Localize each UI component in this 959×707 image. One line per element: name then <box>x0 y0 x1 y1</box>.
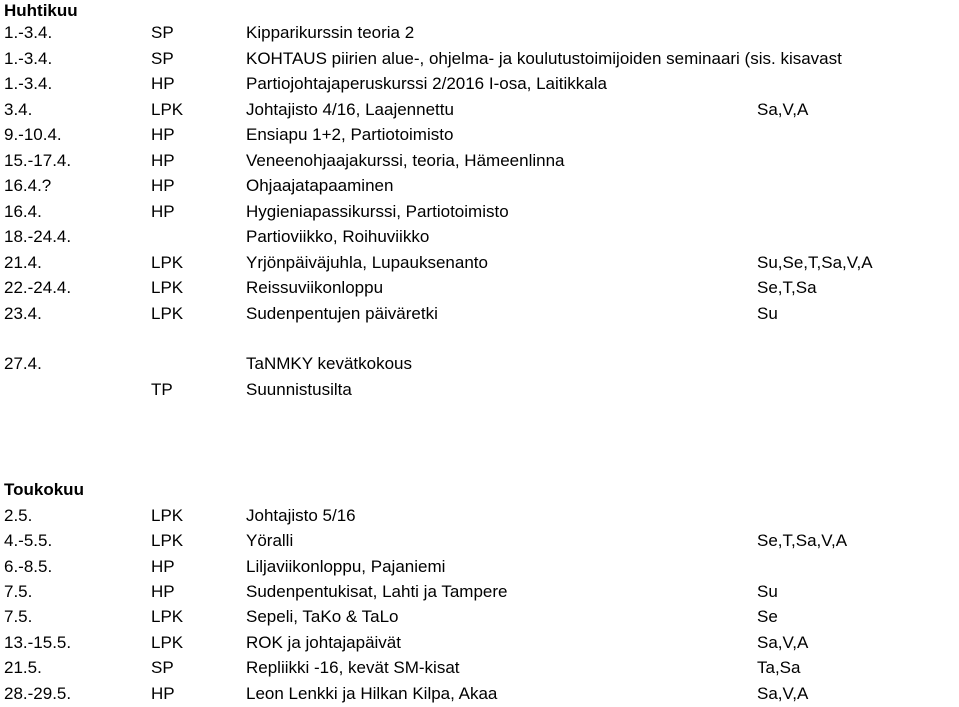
schedule-row <box>0 630 959 656</box>
event-name: Sepeli, TaKo & TaLo <box>246 607 399 626</box>
schedule-row <box>0 148 959 174</box>
event-age-groups: Se,T,Sa,V,A <box>757 531 848 550</box>
event-organizer: LPK <box>151 633 184 652</box>
event-organizer: SP <box>151 658 174 677</box>
event-organizer: TP <box>151 380 173 399</box>
schedule-row <box>0 275 959 301</box>
event-name: Yrjönpäiväjuhla, Lupauksenanto <box>246 253 488 272</box>
event-organizer: HP <box>151 151 175 170</box>
event-date: 22.-24.4. <box>4 278 72 297</box>
event-organizer: HP <box>151 557 175 576</box>
schedule-row <box>0 224 959 250</box>
event-date: 13.-15.5. <box>4 633 72 652</box>
schedule-row <box>0 173 959 199</box>
event-organizer: LPK <box>151 531 184 550</box>
event-date: 16.4. <box>4 202 42 221</box>
event-date: 16.4.? <box>4 176 52 195</box>
event-name: Veneenohjaajakurssi, teoria, Hämeenlinna <box>246 151 565 170</box>
event-age-groups: Se,T,Sa <box>757 278 817 297</box>
event-date: 1.-3.4. <box>4 23 53 42</box>
event-date: 27.4. <box>4 354 42 373</box>
event-date: 9.-10.4. <box>4 125 62 144</box>
event-date: 2.5. <box>4 506 33 525</box>
event-date: 4.-5.5. <box>4 531 53 550</box>
event-name: Johtajisto 4/16, Laajennettu <box>246 100 454 119</box>
schedule-row <box>0 46 959 72</box>
event-name: Sudenpentujen päiväretki <box>246 304 438 323</box>
schedule-row <box>0 199 959 225</box>
event-name: Leon Lenkki ja Hilkan Kilpa, Akaa <box>246 684 498 703</box>
schedule-row <box>0 503 959 529</box>
event-age-groups: Su,Se,T,Sa,V,A <box>757 253 873 272</box>
schedule-row <box>0 655 959 681</box>
event-name: Partioviikko, Roihuviikko <box>246 227 430 246</box>
event-name: TaNMKY kevätkokous <box>246 354 412 373</box>
schedule-row <box>0 97 959 123</box>
event-name: Repliikki -16, kevät SM-kisat <box>246 658 460 677</box>
schedule-row <box>0 351 959 377</box>
event-organizer: LPK <box>151 278 184 297</box>
event-age-groups: Sa,V,A <box>757 100 809 119</box>
event-name: Johtajisto 5/16 <box>246 506 356 525</box>
event-name: Ohjaajatapaaminen <box>246 176 394 195</box>
event-organizer: SP <box>151 49 174 68</box>
event-age-groups: Sa,V,A <box>757 684 809 703</box>
event-organizer: LPK <box>151 304 184 323</box>
schedule-row <box>0 528 959 554</box>
event-date: 23.4. <box>4 304 42 323</box>
event-name: Partiojohtajaperuskurssi 2/2016 I-osa, Laitikkala <box>246 74 607 93</box>
section-title: Huhtikuu <box>4 1 78 20</box>
event-organizer: LPK <box>151 506 184 525</box>
event-date: 3.4. <box>4 100 33 119</box>
event-date: 21.4. <box>4 253 42 272</box>
schedule-row <box>0 301 959 327</box>
event-organizer: LPK <box>151 607 184 626</box>
event-name: Ensiapu 1+2, Partiotoimisto <box>246 125 454 144</box>
event-organizer: SP <box>151 23 174 42</box>
event-age-groups: Ta,Sa <box>757 658 801 677</box>
schedule-row <box>0 681 959 707</box>
section-title: Toukokuu <box>4 480 84 499</box>
event-date: 18.-24.4. <box>4 227 72 246</box>
event-organizer: HP <box>151 176 175 195</box>
event-date: 7.5. <box>4 607 33 626</box>
event-organizer: HP <box>151 125 175 144</box>
schedule-row <box>0 20 959 46</box>
event-name: KOHTAUS piirien alue-, ohjelma- ja koulutustoimijoiden seminaari (sis. kisavast <box>246 49 842 68</box>
event-age-groups: Sa,V,A <box>757 633 809 652</box>
event-name: Liljaviikonloppu, Pajaniemi <box>246 557 446 576</box>
event-age-groups: Se <box>757 607 778 626</box>
event-date: 28.-29.5. <box>4 684 72 703</box>
event-date: 1.-3.4. <box>4 49 53 68</box>
event-organizer: HP <box>151 582 175 601</box>
event-name: Reissuviikonloppu <box>246 278 384 297</box>
event-organizer: HP <box>151 684 175 703</box>
event-name: Suunnistusilta <box>246 380 352 399</box>
schedule-row <box>0 604 959 630</box>
event-date: 15.-17.4. <box>4 151 72 170</box>
event-name: Yöralli <box>246 531 294 550</box>
event-date: 7.5. <box>4 582 33 601</box>
schedule-row <box>0 122 959 148</box>
event-organizer: HP <box>151 202 175 221</box>
event-organizer: LPK <box>151 100 184 119</box>
event-date: 21.5. <box>4 658 42 677</box>
event-date: 6.-8.5. <box>4 557 53 576</box>
schedule-row <box>0 554 959 580</box>
schedule-row <box>0 250 959 276</box>
event-organizer: HP <box>151 74 175 93</box>
schedule-row <box>0 377 959 403</box>
event-age-groups: Su <box>757 304 778 323</box>
event-organizer: LPK <box>151 253 184 272</box>
event-name: Kipparikurssin teoria 2 <box>246 23 415 42</box>
event-name: ROK ja johtajapäivät <box>246 633 401 652</box>
event-age-groups: Su <box>757 582 778 601</box>
schedule-row <box>0 579 959 605</box>
schedule-row <box>0 71 959 97</box>
event-name: Sudenpentukisat, Lahti ja Tampere <box>246 582 508 601</box>
event-name: Hygieniapassikurssi, Partiotoimisto <box>246 202 509 221</box>
event-date: 1.-3.4. <box>4 74 53 93</box>
